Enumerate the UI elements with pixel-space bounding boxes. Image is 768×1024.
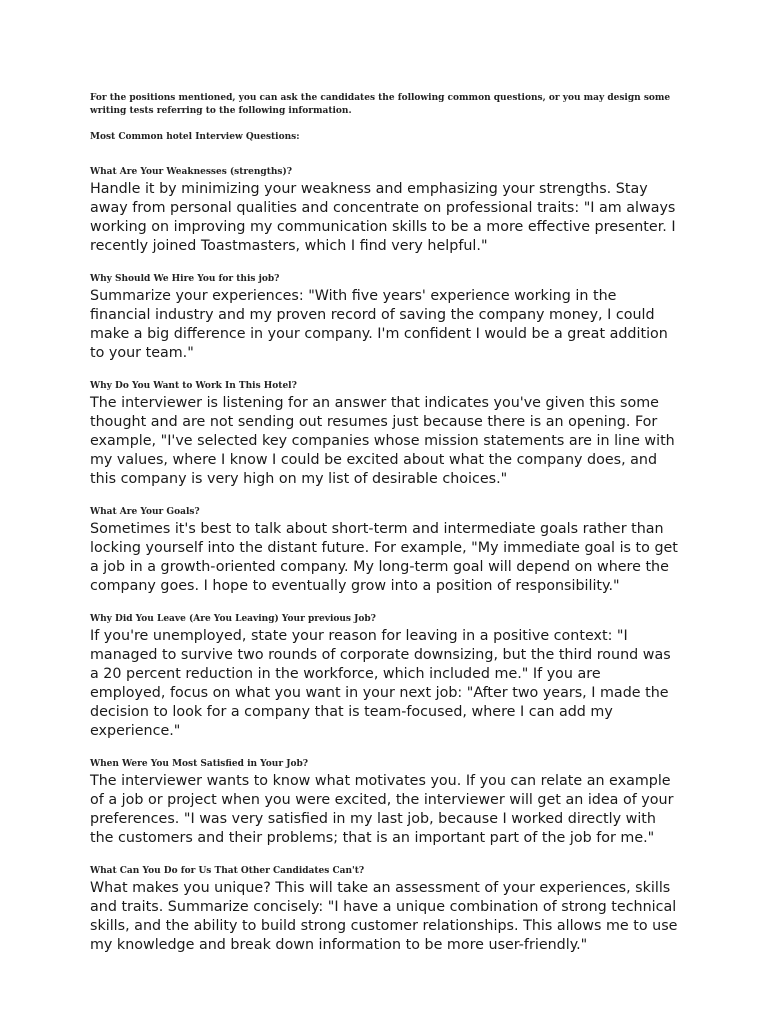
qa-item-weaknesses [90, 166, 680, 256]
answer-paragraph: If you're unemployed, state your reason for leaving in a positive context: "I managed to survive two rounds of corporate downsizing, but the third round was a 20 percent reduction in the workforce, which included me." If you are employed, focus on what you want in your next job: "After two years, I made the decision to look for a company that is team-focused, where I can add my experience." [90, 628, 671, 739]
answer-paragraph: What makes you unique? This will take an assessment of your experiences, skills and traits. Summarize concisely: "I have a unique combination of strong technical skills, and the ability to build strong customer relationships. This allows me to use my knowledge and break down information to be more user-friendly." [90, 880, 678, 953]
question-heading: What Can You Do for Us That Other Candidates Can't? [90, 866, 365, 876]
answer-paragraph: The interviewer wants to know what motivates you. If you can relate an example of a job or project when you were excited, the interviewer will get an idea of your preferences. "I was very satisfied in my last job, because I worked directly with the customers and their problems; that is an important part of the job for me." [90, 773, 674, 846]
qa-item-leave-job [90, 613, 680, 741]
question-heading: Why Do You Want to Work In This Hotel? [90, 381, 297, 391]
answer-paragraph: Handle it by minimizing your weakness and emphasizing your strengths. Stay away from personal qualities and concentrate on professional traits: "I am always working on improving my communication skills to be a more effective presenter. I recently joined Toastmasters, which I find very helpful." [90, 181, 676, 254]
qa-item-why-hire [90, 273, 680, 363]
question-heading: What Are Your Goals? [90, 507, 200, 517]
qa-item-goals [90, 506, 680, 596]
document-page [90, 92, 680, 955]
question-heading: Why Should We Hire You for this job? [90, 274, 280, 284]
answer-paragraph: Summarize your experiences: "With five years' experience working in the financial industry and my proven record of saving the company money, I could make a big difference in your company. I'm confident I would be a great addition to your team." [90, 288, 668, 361]
qa-item-why-hotel [90, 380, 680, 489]
qa-item-most-satisfied [90, 758, 680, 848]
question-heading: Why Did You Leave (Are You Leaving) Your previous Job? [90, 614, 376, 624]
question-heading: What Are Your Weaknesses (strengths)? [90, 167, 293, 177]
section-heading: Most Common hotel Interview Questions: [90, 132, 300, 142]
qa-item-unique [90, 865, 680, 955]
question-heading: When Were You Most Satisfied in Your Job? [90, 759, 309, 769]
intro-paragraph: For the positions mentioned, you can ask the candidates the following common questions, or you may design some writing tests referring to the following information. [90, 93, 671, 116]
answer-paragraph: The interviewer is listening for an answer that indicates you've given this some thought and are not sending out resumes just because there is an opening. For example, "I've selected key companies whose mission statements are in line with my values, where I know I could be excited about what the company does, and this company is very high on my list of desirable choices." [90, 395, 675, 487]
answer-paragraph: Sometimes it's best to talk about short-term and intermediate goals rather than locking yourself into the distant future. For example, "My immediate goal is to get a job in a growth-oriented company. My long-term goal will depend on where the company goes. I hope to eventually grow into a position of responsibility." [90, 521, 678, 594]
